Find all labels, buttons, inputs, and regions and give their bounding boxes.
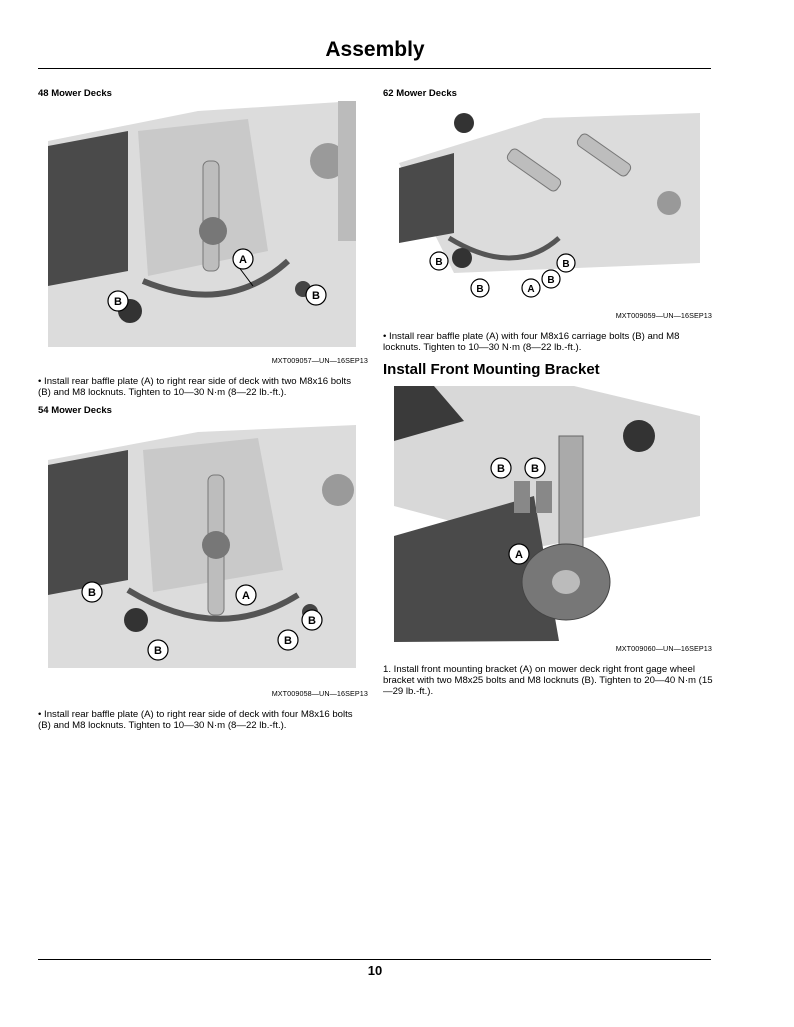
callout-b: B	[308, 615, 316, 627]
callout-b: B	[154, 645, 162, 657]
header-rule	[38, 68, 711, 69]
callout-a: A	[242, 590, 250, 602]
callout-b: B	[435, 257, 443, 268]
section-heading-62: 62 Mower Decks	[383, 88, 457, 99]
instruction-48: • Install rear baffle plate (A) to right rear side of deck with two M8x16 bolts (B) and M8 locknuts. Tighten to 10—30 N·m (8—22 lb.-ft.).	[38, 376, 351, 398]
figure-caption-front: MXT009060—UN—16SEP13	[615, 644, 712, 653]
figure-62-mower-deck	[394, 103, 700, 303]
callout-b: B	[284, 635, 292, 647]
callout-b: B	[562, 259, 570, 270]
callout-b: B	[476, 284, 484, 295]
figure-54-mower-deck	[48, 420, 356, 668]
callout-b: B	[531, 463, 539, 475]
section-heading-54: 54 Mower Decks	[38, 405, 112, 416]
callout-a: A	[515, 549, 523, 561]
instruction-front-bracket: 1. Install front mounting bracket (A) on mower deck right front gage wheel bracket with two M8x25 bolts and M8 locknuts (B). Tighten to 20—40 N·m (15—29 lb.-ft.).	[383, 664, 713, 697]
callout-b: B	[497, 463, 505, 475]
figure-caption-54: MXT009058—UN—16SEP13	[271, 689, 368, 698]
callout-a: A	[527, 284, 535, 295]
callout-b: B	[312, 290, 320, 302]
figure-48-mower-deck	[48, 101, 356, 347]
instruction-54: • Install rear baffle plate (A) to right rear side of deck with four M8x16 bolts (B) and M8 locknuts. Tighten to 10—30 N·m (8—22 lb.-ft.).	[38, 709, 353, 731]
figure-caption-62: MXT009059—UN—16SEP13	[615, 311, 712, 320]
section-heading-48: 48 Mower Decks	[38, 88, 112, 99]
figure-front-mounting-bracket	[394, 386, 700, 642]
section-heading-front-bracket: Install Front Mounting Bracket	[383, 361, 600, 378]
page-title: Assembly	[325, 38, 425, 61]
instruction-62: • Install rear baffle plate (A) with four M8x16 carriage bolts (B) and M8 locknuts. Tighten to 10—30 N·m (8—22 lb.-ft.).	[383, 331, 680, 353]
callout-b: B	[547, 275, 555, 286]
page-number: 10	[367, 963, 383, 978]
callout-b: B	[88, 587, 96, 599]
callout-a: A	[239, 254, 247, 266]
callout-b: B	[114, 296, 122, 308]
figure-caption-48: MXT009057—UN—16SEP13	[271, 356, 368, 365]
footer-rule	[38, 959, 711, 960]
